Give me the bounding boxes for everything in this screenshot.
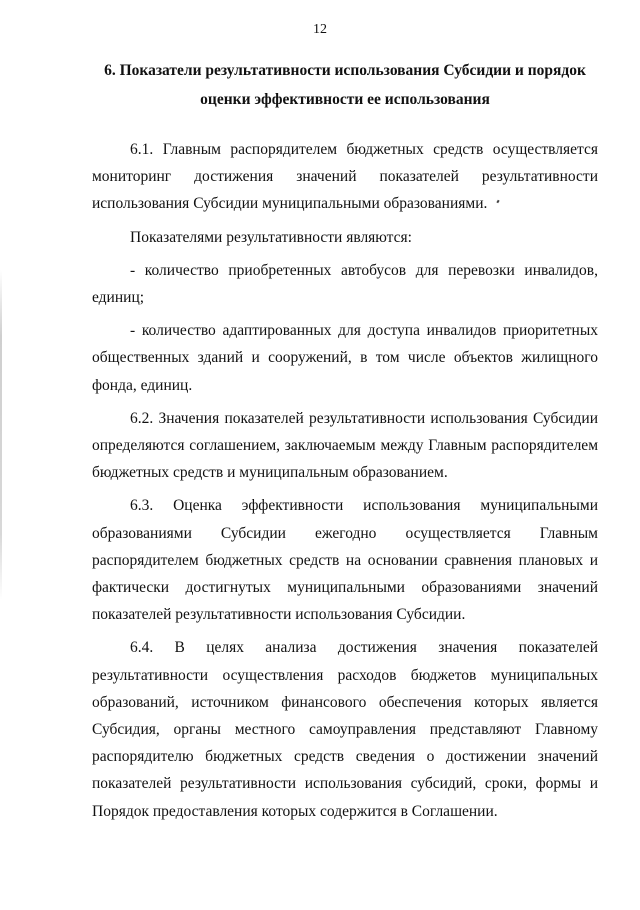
paragraph-6-1: 6.1. Главным распорядителем бюджетных средств осуществляется мониторинг достижения значений показателей результативности использования Субсидии муниципальными образованиями. [92,141,598,213]
paragraph-6-4: 6.4. В целях анализа достижения значения показателей результативности осуществления расходов бюджетов муниципальных образований, источником финансового обеспечения которых является Субсидия, органы местного самоуправления представляют Главному распорядителю бюджетных средств сведения о достижении значений показателей результативности использования субсидий, сроки, формы и Порядок предоставления которых содержится в Соглашении. [92,639,598,820]
paragraph-6-3: 6.3. Оценка эффективности использования муниципальными образованиями Субсидии ежегодно осуществляется Главным распорядителем бюджетных средств на основании сравнения плановых и фактически достигнутых муниципальными образованиями значений показателей результативности использования Субсидии. [92,497,598,624]
list-item-buildings: - количество адаптированных для доступа инвалидов приоритетных общественных зданий и сооружений, в том числе объектов жилищного фонда, единиц. [92,322,598,394]
paragraph-indicators-intro: Показателями результативности являются: [130,228,412,246]
paragraph-6-2: 6.2. Значения показателей результативности использования Субсидии определяются соглашением, заключаемым между Главным распорядителем бюджетных средств и муниципальным образованием. [92,409,598,482]
section-body [92,136,598,825]
scan-edge-shadow [0,270,2,600]
list-item-buses: - количество приобретенных автобусов для перевозки инвалидов, единиц; [92,261,598,307]
section-heading: 6. Показатели результативности использования Субсидии и порядок оценки эффективности ее использования [104,62,586,108]
page-number: 12 [313,22,327,37]
